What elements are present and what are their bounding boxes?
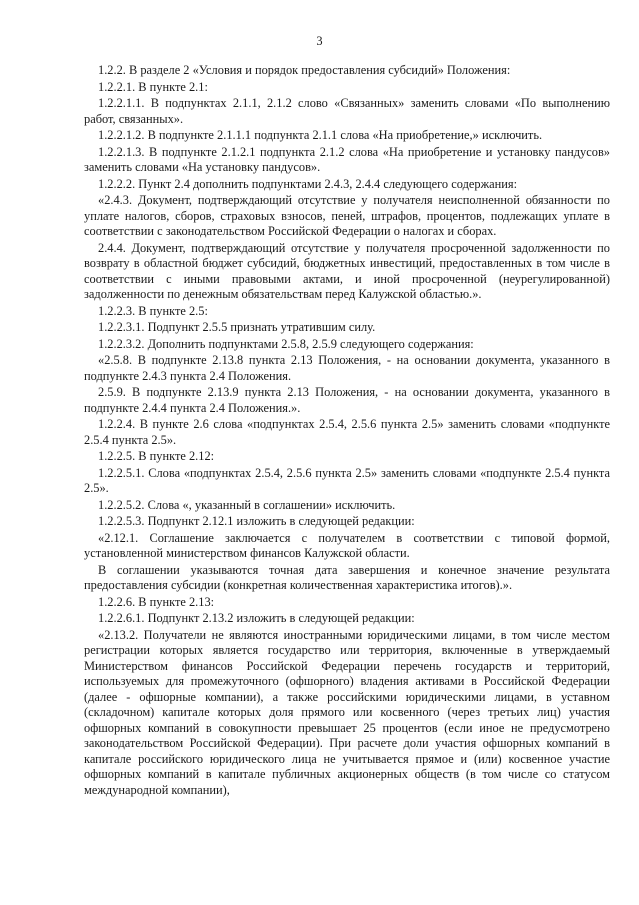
paragraph-10: 1.2.2.3.1. Подпункт 2.5.5 признать утратившим силу. bbox=[98, 320, 376, 334]
paragraph-19: «2.12.1. Соглашение заключается с получателем в соответствии с типовой формой, установленной министерством финансов Калужской области. bbox=[84, 530, 610, 560]
paragraph-11: 1.2.2.3.2. Дополнить подпунктами 2.5.8, 2.5.9 следующего содержания: bbox=[98, 336, 474, 351]
paragraph-14: 1.2.2.4. В пункте 2.6 слова «подпунктах 2.5.4, 2.5.6 пункта 2.5» заменить словами «подпункте 2.5.4 пункта 2.5». bbox=[84, 417, 610, 447]
paragraph-1: 1.2.2. В разделе 2 «Условия и порядок предоставления субсидий» Положения: bbox=[98, 63, 511, 77]
paragraph-17: 1.2.2.5.2. Слова «, указанный в соглашении» исключить. bbox=[98, 497, 396, 512]
paragraph-20: В соглашении указываются точная дата завершения и конечное значение результата предоставления субсидии (конкретная количественная характеристика итогов).». bbox=[84, 562, 610, 592]
paragraph-3: 1.2.2.1.1. В подпунктах 2.1.1, 2.1.2 слово «Связанных» заменить словами «По выполнению работ, связанных». bbox=[84, 96, 610, 126]
document-body bbox=[84, 63, 610, 798]
paragraph-2: 1.2.2.1. В пункте 2.1: bbox=[98, 79, 208, 94]
paragraph-13: 2.5.9. В подпункте 2.13.9 пункта 2.13 Положения, - на основании документа, указанного в подпункте 2.4.4 пункта 2.4 Положения.». bbox=[84, 385, 610, 415]
paragraph-16: 1.2.2.5.1. Слова «подпунктах 2.5.4, 2.5.6 пункта 2.5» заменить словами «подпункте 2.5.4 пункта 2.5». bbox=[84, 465, 610, 495]
paragraph-22: 1.2.2.6.1. Подпункт 2.13.2 изложить в следующей редакции: bbox=[98, 611, 415, 625]
page-number: 3 bbox=[316, 34, 323, 48]
paragraph-4: 1.2.2.1.2. В подпункте 2.1.1.1 подпункта 2.1.1 слова «На приобретение,» исключить. bbox=[98, 128, 543, 142]
paragraph-5: 1.2.2.1.3. В подпункте 2.1.2.1 подпункта 2.1.2 слова «На приобретение и установку пандусов» заменить словами «На установку пандусов». bbox=[84, 144, 610, 174]
paragraph-9: 1.2.2.3. В пункте 2.5: bbox=[98, 303, 208, 318]
paragraph-8: 2.4.4. Документ, подтверждающий отсутствие у получателя просроченной задолженности по возврату в областной бюджет субсидий, бюджетных инвестиций, предоставленных в том числе в соответствии с иными правовыми актами, и иной просроченной (неурегулированной) задолженности по денежным обязательствам перед Калужской областью.». bbox=[84, 240, 610, 301]
paragraph-12: «2.5.8. В подпункте 2.13.8 пункта 2.13 Положения, - на основании документа, указанного в подпункте 2.4.3 пункта 2.4 Положения. bbox=[84, 353, 610, 383]
paragraph-18: 1.2.2.5.3. Подпункт 2.12.1 изложить в следующей редакции: bbox=[98, 514, 415, 528]
paragraph-23: «2.13.2. Получатели не являются иностранными юридическими лицами, в том числе местом регистрации которых является государство или территория, включенные в утверждаемый Министерством финансов Российской Федерации перечень государств и территорий, используемых для промежуточного (офшорного) владения активами в Российской Федерации (далее - офшорные компании), а также российскими юридическими лицами, в уставном (складочном) капитале которых доля прямого или косвенного (через третьих лиц) участия офшорных компаний в совокупности превышает 25 процентов (если иное не предусмотрено законодательством Российской Федерации). При расчете доли участия офшорных компаний в капитале российского юридического лица не учитывается прямое и (или) косвенное участие офшорных компаний в капитале публичных акционерных обществ (в том числе со статусом международной компании), bbox=[84, 627, 610, 797]
paragraph-6: 1.2.2.2. Пункт 2.4 дополнить подпунктами 2.4.3, 2.4.4 следующего содержания: bbox=[98, 176, 518, 191]
paragraph-7: «2.4.3. Документ, подтверждающий отсутствие у получателя неисполненной обязанности по уплате налогов, сборов, страховых взносов, пеней, штрафов, процентов, подлежащих уплате в соответствии с законодательством Российской Федерации о налогах и сборах. bbox=[84, 193, 610, 238]
paragraph-15: 1.2.2.5. В пункте 2.12: bbox=[98, 449, 215, 463]
paragraph-21: 1.2.2.6. В пункте 2.13: bbox=[98, 594, 215, 609]
